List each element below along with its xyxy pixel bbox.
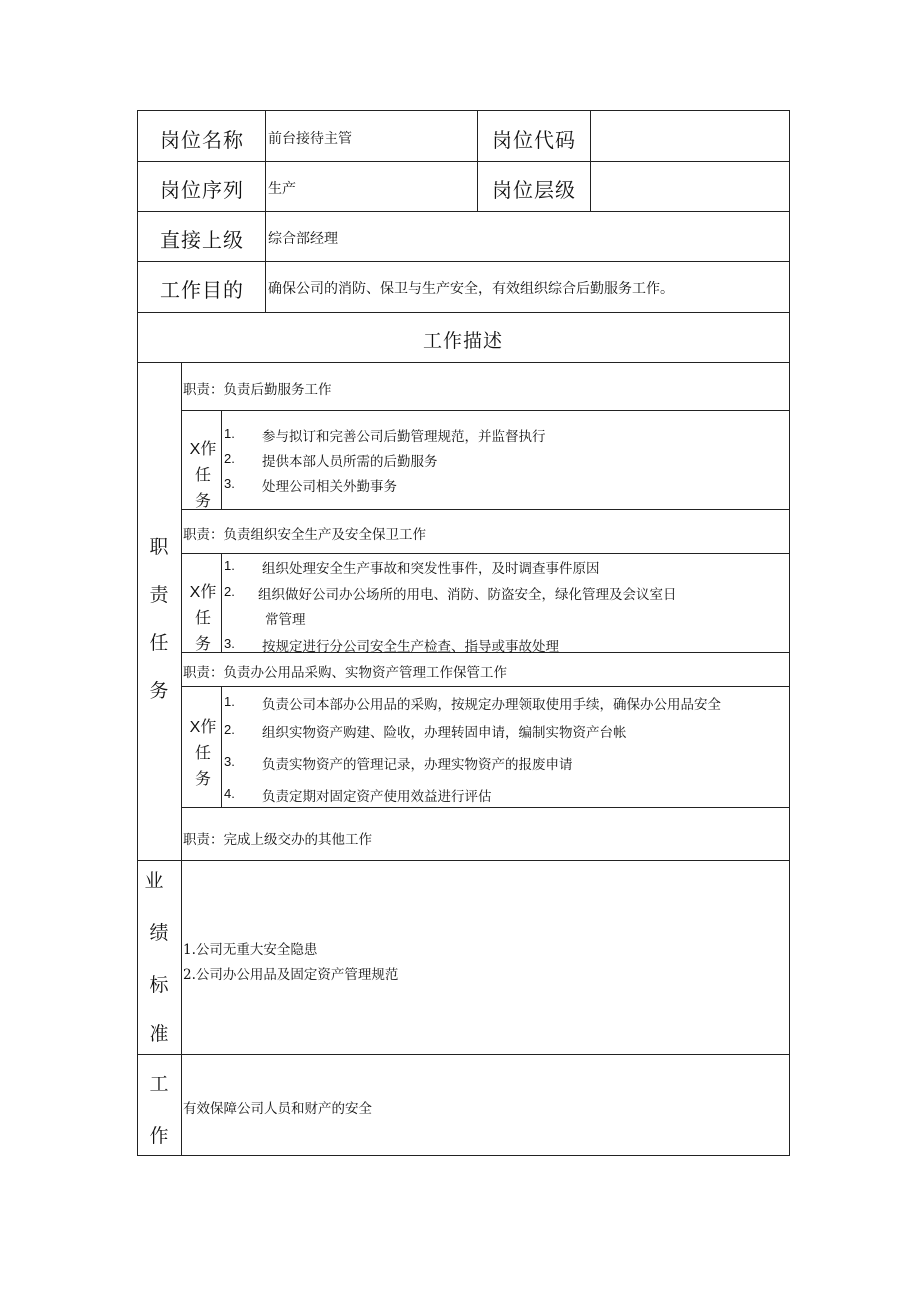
task-label: X作 [189,439,217,458]
position-code-label: 岗位代码 [492,128,576,152]
task-number: 4. [224,786,235,801]
side-label-char: 业 [144,870,164,892]
task-number: 3. [224,636,235,651]
position-series-label: 岗位序列 [160,178,244,202]
task-text-continued: 常管理 [265,612,306,628]
side-label-char: 务 [149,680,169,702]
row-divider [137,211,790,212]
task-number: 1. [224,694,235,709]
position-series-value: 生产 [268,181,296,197]
position-name-label: 岗位名称 [160,128,244,152]
row-divider [137,860,790,861]
side-label-char: 职 [149,536,169,558]
side-label-char: 工 [149,1073,169,1095]
task-number: 3. [224,754,235,769]
task-label: 任 [194,465,211,484]
row-divider [181,686,790,687]
position-level-label: 岗位层级 [492,178,576,202]
task-label: 任 [194,608,211,627]
task-text: 组织实物资产购建、险收，办理转固申请，编制实物资产台帐 [262,725,627,741]
row-divider [137,261,790,262]
col-divider [590,110,591,211]
position-name-value: 前台接待主管 [268,131,352,147]
side-label-char: 作 [149,1125,169,1147]
duty-title: 职责：负责后勤服务工作 [183,382,332,398]
row-divider [137,1054,790,1055]
task-label: 务 [194,769,211,788]
task-text: 处理公司相关外勤事务 [262,479,397,495]
task-number: 2. [224,451,235,466]
work-result-text: 有效保障公司人员和财产的安全 [183,1101,372,1117]
col-divider [265,110,266,312]
task-label: X作 [189,717,217,736]
task-label: 务 [194,491,211,510]
row-divider [181,553,790,554]
row-divider [137,312,790,313]
side-label-char: 标 [149,974,169,996]
purpose-value: 确保公司的消防、保卫与生产安全，有效组织综合后勤服务工作。 [268,281,674,297]
supervisor-value: 综合部经理 [268,231,338,247]
task-text: 负责实物资产的管理记录，办理实物资产的报废申请 [262,757,573,773]
task-number: 2. [224,584,235,599]
row-divider [181,410,790,411]
task-text: 组织做好公司办公场所的用电、消防、防盗安全，绿化管理及会议室日 [258,587,677,603]
task-text: 提供本部人员所需的后勤服务 [262,454,438,470]
section-title: 工作描述 [423,330,504,352]
performance-item: 1.公司无重大安全隐患 [183,942,318,958]
task-label: 任 [194,743,211,762]
side-label-char: 准 [149,1023,169,1045]
task-number: 3. [224,476,235,491]
task-text: 参与拟订和完善公司后勤管理规范，并监督执行 [262,429,546,445]
row-divider [137,362,790,363]
col-divider [477,110,478,211]
task-number: 2. [224,722,235,737]
row-divider [181,509,790,510]
supervisor-label: 直接上级 [160,228,244,252]
task-text: 负责定期对固定资产使用效益进行评估 [262,789,492,805]
side-label-char: 任 [149,632,169,654]
row-divider [137,161,790,162]
task-text: 按规定进行分公司安全生产检查、指导或事故处理 [262,639,559,655]
row-divider [181,807,790,808]
purpose-label: 工作目的 [160,278,244,302]
performance-item: 2.公司办公用品及固定资产管理规范 [183,967,399,983]
task-label: 务 [194,634,211,653]
duty-title: 职责：完成上级交办的其他工作 [183,832,372,848]
side-label-char: 责 [149,584,169,606]
duty-title: 职责：负责组织安全生产及安全保卫工作 [183,527,426,543]
duty-title: 职责：负责办公用品采购、实物资产管理工作保管工作 [183,665,507,681]
task-text: 负责公司本部办公用品的采购，按规定办理领取使用手续，确保办公用品安全 [262,697,721,713]
task-text: 组织处理安全生产事故和突发性事件，及时调查事件原因 [262,561,600,577]
side-label-char: 绩 [149,922,169,944]
task-label: X作 [189,582,217,601]
job-description-table [137,110,790,1156]
task-number: 1. [224,558,235,573]
task-number: 1. [224,426,235,441]
